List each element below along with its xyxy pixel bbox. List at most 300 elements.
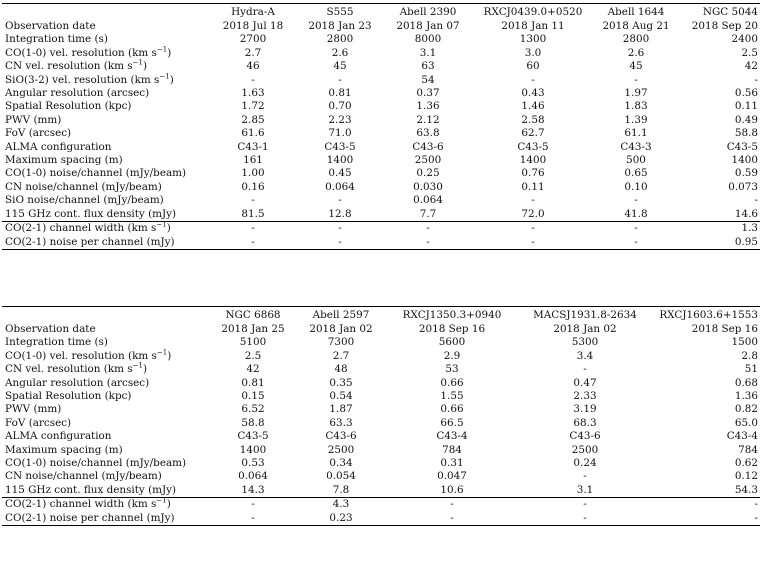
cell-value: 1.63 (241, 87, 265, 100)
row-label (2, 181, 208, 194)
table-row (2, 208, 760, 222)
cell-value: - (754, 194, 758, 207)
table-row (2, 100, 760, 113)
cell-value: 0.047 (437, 470, 467, 483)
cell-value: 14.3 (208, 484, 298, 498)
cell-value: 4.3 (332, 498, 350, 511)
cell-value: 63.3 (329, 416, 353, 429)
cell-value: 62.7 (521, 127, 545, 140)
row-label-text: 115 GHz cont. flux density (mJy) (5, 483, 177, 496)
row-label-text: CN vel. resolution (km s (5, 363, 133, 376)
cell-value: - (251, 194, 255, 207)
row-label (2, 417, 208, 430)
column-header: RXCJ1350.3+0940 (402, 309, 502, 321)
row-label (2, 512, 208, 526)
cell-value: 53 (445, 363, 459, 376)
column-header: Hydra-A (231, 6, 275, 18)
row-label (2, 430, 208, 443)
row-label-text: CO(2-1) noise per channel (mJy) (5, 235, 175, 248)
unit-exponent: −1 (159, 72, 170, 81)
cell-value: 51 (744, 363, 758, 376)
cell-value: C43-3 (620, 140, 652, 153)
row-label (2, 403, 208, 416)
row-label-text: CO(2-1) noise per channel (mJy) (5, 511, 175, 524)
row-label-text: Integration time (s) (5, 33, 108, 46)
cell-value: 1.55 (440, 390, 464, 403)
table-row (2, 167, 760, 180)
cell-value: C43-4 (726, 430, 758, 443)
row-label (2, 60, 208, 73)
cell-value: C43-5 (324, 140, 356, 153)
cell-value: 0.76 (521, 167, 545, 180)
row-label (2, 336, 208, 349)
table-row (2, 444, 760, 457)
table-row (2, 457, 760, 470)
table-row (2, 430, 760, 443)
cell-value: 7.8 (298, 484, 384, 498)
row-label-text: CO(1-0) vel. resolution (km s (5, 349, 157, 362)
observations-table-2 (2, 306, 760, 526)
row-label-text: ALMA configuration (5, 430, 112, 443)
cell-value: 2.5 (741, 46, 758, 59)
cell-value: - (251, 73, 255, 86)
row-label (2, 208, 208, 222)
row-label-text: SiO noise/channel (mJy/beam) (5, 194, 164, 207)
cell-value: 42 (744, 60, 758, 73)
table-row (2, 484, 760, 498)
cell-value: C43-5 (726, 140, 758, 153)
column-header: NGC 5044 (702, 6, 758, 18)
cell-value: 63 (421, 60, 435, 73)
cell-value: 1.72 (241, 100, 265, 113)
cell-value: 58.8 (241, 416, 265, 429)
cell-value: 41.8 (592, 208, 680, 222)
cell-value: 0.43 (521, 87, 545, 100)
cell-value: C43-1 (237, 140, 269, 153)
cell-value: - (583, 498, 587, 511)
cell-value: 61.1 (624, 127, 648, 140)
cell-value: 0.16 (241, 180, 265, 193)
table-row (2, 33, 760, 46)
cell-value: 60 (526, 60, 540, 73)
cell-value: - (384, 512, 520, 526)
unit-close: ) (169, 73, 174, 86)
cell-value: 0.11 (734, 100, 758, 113)
table-row (2, 417, 760, 430)
table-row (2, 350, 760, 363)
row-label-text: Integration time (s) (5, 336, 108, 349)
cell-value: 8000 (414, 33, 442, 46)
cell-value: 0.70 (328, 100, 352, 113)
cell-value: 0.66 (440, 376, 464, 389)
cell-value: 1400 (731, 154, 758, 167)
cell-value: 2.33 (573, 390, 597, 403)
cell-value: 0.064 (325, 180, 355, 193)
row-label (2, 444, 208, 457)
cell-value: 45 (629, 60, 643, 73)
row-label-text: CN vel. resolution (km s (5, 60, 133, 73)
cell-value: 2018 Sep 16 (691, 323, 758, 335)
cell-value: 2400 (731, 33, 758, 46)
row-label-text: Maximum spacing (m) (5, 443, 123, 456)
cell-value: 0.81 (328, 87, 352, 100)
row-label-text: PWV (mm) (5, 113, 62, 126)
cell-value: 48 (334, 363, 348, 376)
cell-value: 2500 (571, 443, 599, 456)
row-label-text: ALMA configuration (5, 140, 112, 153)
unit-exponent: −1 (156, 45, 168, 54)
cell-value: 1.00 (241, 167, 265, 180)
cell-value: 0.65 (624, 167, 648, 180)
cell-value: 1400 (519, 154, 547, 167)
column-header: S555 (326, 6, 354, 18)
cell-value: 65.0 (734, 416, 758, 429)
table-row (2, 114, 760, 127)
row-label-text: 115 GHz cont. flux density (mJy) (5, 207, 177, 220)
cell-value: 14.6 (680, 208, 760, 222)
cell-value: 0.054 (326, 470, 356, 483)
cell-value: - (634, 73, 638, 86)
row-label (2, 222, 208, 236)
row-label (2, 127, 208, 140)
cell-value: - (251, 222, 255, 235)
row-label (2, 20, 208, 33)
cell-value: - (531, 222, 535, 235)
cell-value: - (634, 222, 638, 235)
unit-exponent: −1 (156, 496, 167, 505)
row-label (2, 154, 208, 167)
cell-value: 3.0 (524, 46, 542, 59)
observations-table-1 (2, 3, 760, 250)
cell-value: C43-4 (436, 430, 468, 443)
row-label-text: Observation date (5, 20, 96, 32)
cell-value: 2018 Jan 02 (553, 323, 617, 335)
cell-value: 2018 Jan 07 (396, 20, 460, 32)
column-header: RXCJ0439.0+0520 (483, 6, 583, 18)
cell-value: 2018 Aug 21 (602, 20, 670, 32)
cell-value: 3.1 (419, 46, 437, 59)
cell-value: - (531, 194, 535, 207)
row-label-text: Observation date (5, 323, 96, 335)
row-label (2, 114, 208, 127)
cell-value: 500 (626, 154, 646, 167)
row-label (2, 457, 208, 470)
cell-value: 1300 (519, 33, 547, 46)
cell-value: 46 (246, 60, 260, 73)
row-label-text: CO(2-1) channel width (km s (5, 222, 157, 235)
unit-exponent: −1 (132, 58, 143, 67)
row-label-text: Spatial Resolution (kpc) (5, 100, 132, 113)
cell-value: 3.1 (520, 484, 650, 498)
unit-close: ) (166, 498, 171, 511)
cell-value: - (338, 222, 342, 235)
cell-value: 1.3 (741, 222, 758, 235)
cell-value: 2018 Jul 18 (222, 20, 284, 32)
cell-value: 2.7 (332, 349, 350, 362)
cell-value: - (474, 236, 592, 250)
cell-value: 0.12 (734, 470, 758, 483)
cell-value: 2018 Jan 11 (501, 20, 565, 32)
cell-value: 1.36 (734, 390, 758, 403)
cell-value: - (338, 194, 342, 207)
cell-value: 0.23 (298, 512, 384, 526)
row-label (2, 323, 208, 336)
unit-close: ) (142, 363, 147, 376)
cell-value: 81.5 (208, 208, 298, 222)
cell-value: 2700 (239, 33, 267, 46)
row-label-text: CO(1-0) noise/channel (mJy/beam) (5, 167, 187, 180)
cell-value: C43-5 (517, 140, 549, 153)
table-row (2, 181, 760, 194)
cell-value: 1.36 (416, 100, 440, 113)
cell-value: 5600 (438, 336, 466, 349)
row-label (2, 236, 208, 250)
cell-value: - (592, 236, 680, 250)
cell-value: 66.5 (440, 416, 464, 429)
row-label (2, 484, 208, 498)
row-label (2, 470, 208, 483)
cell-value: 5300 (571, 336, 599, 349)
cell-value: 2.6 (331, 46, 349, 59)
cell-value: 54.3 (650, 484, 760, 498)
cell-value: 2.5 (244, 349, 262, 362)
cell-value: 0.49 (734, 113, 758, 126)
row-label (2, 141, 208, 154)
row-label (2, 390, 208, 403)
cell-value: 2.7 (244, 46, 262, 59)
cell-value: 0.62 (734, 457, 758, 470)
table-row (2, 323, 760, 336)
cell-value: - (583, 470, 587, 483)
cell-value: - (583, 363, 587, 376)
column-header: MACSJ1931.8-2634 (533, 309, 637, 321)
unit-close: ) (166, 222, 171, 235)
table-row (2, 194, 760, 207)
cell-value: 0.82 (734, 403, 758, 416)
row-label (2, 377, 208, 390)
cell-value: 0.56 (734, 87, 758, 100)
cell-value: 1.46 (521, 100, 545, 113)
cell-value: 2800 (326, 33, 354, 46)
cell-value: 2018 Sep 16 (418, 323, 486, 335)
cell-value: 2018 Jan 02 (309, 323, 373, 335)
cell-value: 2.9 (443, 349, 461, 362)
cell-value: - (754, 498, 758, 511)
cell-value: - (450, 498, 454, 511)
cell-value: 161 (243, 154, 263, 167)
table-row (2, 470, 760, 483)
unit-exponent: −1 (132, 361, 143, 370)
cell-value: 5100 (239, 336, 267, 349)
cell-value: 0.35 (329, 376, 353, 389)
cell-value: - (426, 222, 430, 235)
cell-value: 0.24 (573, 457, 597, 470)
cell-value: 68.3 (573, 416, 597, 429)
cell-value: - (520, 512, 650, 526)
cell-value: 7.7 (382, 208, 474, 222)
header-label-cell (2, 4, 208, 21)
cell-value: - (754, 73, 758, 86)
table-row (2, 87, 760, 100)
table-row (2, 222, 760, 236)
cell-value: 45 (333, 60, 347, 73)
cell-value: 58.8 (734, 127, 758, 140)
cell-value: - (338, 73, 342, 86)
row-label (2, 74, 208, 87)
cell-value: 3.4 (576, 349, 594, 362)
row-label-text: FoV (arcsec) (5, 127, 72, 140)
row-label-text: FoV (arcsec) (5, 416, 72, 429)
cell-value: 0.68 (734, 376, 758, 389)
cell-value: 0.25 (416, 167, 440, 180)
row-label-text: Spatial Resolution (kpc) (5, 390, 132, 403)
cell-value: 6.52 (241, 403, 265, 416)
cell-value: - (650, 512, 760, 526)
row-label-text: CO(2-1) channel width (km s (5, 498, 157, 511)
table-row (2, 498, 760, 512)
table-1-body (2, 20, 760, 249)
cell-value: 1.39 (624, 113, 648, 126)
row-label (2, 350, 208, 363)
cell-value: 10.6 (384, 484, 520, 498)
cell-value: - (251, 498, 255, 511)
cell-value: 0.34 (329, 457, 353, 470)
cell-value: - (382, 236, 474, 250)
cell-value: 0.53 (241, 457, 265, 470)
row-label (2, 100, 208, 113)
table-2-body (2, 323, 760, 526)
cell-value: 1400 (326, 154, 354, 167)
table-row (2, 127, 760, 140)
cell-value: 2.12 (416, 113, 440, 126)
cell-value: 0.064 (238, 470, 268, 483)
cell-value: 3.19 (573, 403, 597, 416)
unit-exponent: −1 (156, 348, 168, 357)
row-label-text: CO(1-0) noise/channel (mJy/beam) (5, 457, 187, 470)
table-row (2, 390, 760, 403)
table-1-header-row (2, 4, 760, 21)
row-label (2, 47, 208, 60)
cell-value: C43-5 (237, 430, 269, 443)
table-row (2, 20, 760, 33)
unit-close: ) (167, 46, 172, 59)
unit-close: ) (167, 349, 172, 362)
cell-value: - (208, 512, 298, 526)
cell-value: 0.15 (241, 390, 265, 403)
table-row (2, 74, 760, 87)
table-row (2, 336, 760, 349)
table-row (2, 363, 760, 376)
cell-value: - (208, 236, 298, 250)
cell-value: 784 (442, 443, 462, 456)
table-row (2, 141, 760, 154)
row-label-text: Angular resolution (arcsec) (5, 87, 150, 100)
row-label (2, 363, 208, 376)
cell-value: 1400 (239, 443, 267, 456)
table-row (2, 60, 760, 73)
cell-value: 2500 (327, 443, 355, 456)
cell-value: 42 (246, 363, 260, 376)
cell-value: 0.11 (521, 180, 545, 193)
cell-value: 0.073 (728, 180, 758, 193)
cell-value: C43-6 (325, 430, 357, 443)
cell-value: C43-6 (412, 140, 444, 153)
cell-value: 1.87 (329, 403, 353, 416)
unit-close: ) (142, 60, 147, 73)
cell-value: 2.85 (241, 113, 265, 126)
cell-value: 0.47 (573, 376, 597, 389)
table-row (2, 236, 760, 250)
cell-value: 54 (421, 73, 435, 86)
table-row (2, 154, 760, 167)
table-row (2, 47, 760, 60)
cell-value: 2.8 (741, 349, 758, 362)
cell-value: 784 (738, 443, 758, 456)
cell-value: 0.45 (328, 167, 352, 180)
cell-value: 2018 Jan 23 (308, 20, 372, 32)
cell-value: 12.8 (298, 208, 382, 222)
table-row (2, 512, 760, 526)
row-label (2, 498, 208, 512)
row-label-text: Maximum spacing (m) (5, 154, 123, 167)
cell-value: 0.31 (440, 457, 464, 470)
cell-value: - (634, 194, 638, 207)
cell-value: 0.66 (440, 403, 464, 416)
cell-value: 0.030 (413, 180, 443, 193)
row-label (2, 167, 208, 180)
cell-value: 1.83 (624, 100, 648, 113)
cell-value: 0.064 (413, 194, 443, 207)
cell-value: 71.0 (328, 127, 352, 140)
header-label-cell (2, 307, 208, 324)
row-label-text: Angular resolution (arcsec) (5, 376, 150, 389)
cell-value: 63.8 (416, 127, 440, 140)
cell-value: 1500 (731, 336, 758, 349)
column-header: Abell 1644 (607, 6, 665, 18)
cell-value: 0.37 (416, 87, 440, 100)
row-label-text: CO(1-0) vel. resolution (km s (5, 46, 157, 59)
row-label (2, 87, 208, 100)
row-label (2, 33, 208, 46)
cell-value: C43-6 (569, 430, 601, 443)
cell-value: 72.0 (474, 208, 592, 222)
row-label-text: CN noise/channel (mJy/beam) (5, 470, 162, 483)
cell-value: - (298, 236, 382, 250)
cell-value: 0.59 (734, 167, 758, 180)
table-2-header-row (2, 307, 760, 324)
cell-value: 0.95 (680, 236, 760, 250)
row-label-text: SiO(3-2) vel. resolution (km s (5, 73, 160, 86)
cell-value: - (531, 73, 535, 86)
cell-value: 2.6 (627, 46, 645, 59)
cell-value: 61.6 (241, 127, 265, 140)
cell-value: 7300 (327, 336, 355, 349)
table-row (2, 377, 760, 390)
column-header: RXCJ1603.6+1553 (659, 309, 758, 321)
cell-value: 2800 (622, 33, 650, 46)
cell-value: 0.54 (329, 390, 353, 403)
table-row (2, 403, 760, 416)
cell-value: 0.81 (241, 376, 265, 389)
cell-value: 2018 Jan 25 (221, 323, 285, 335)
unit-exponent: −1 (156, 220, 167, 229)
column-header: NGC 6868 (225, 309, 281, 321)
column-header: Abell 2390 (399, 6, 457, 18)
cell-value: 0.10 (624, 180, 648, 193)
cell-value: 2018 Sep 20 (691, 20, 758, 32)
cell-value: 2.58 (521, 113, 545, 126)
row-label-text: PWV (mm) (5, 403, 62, 416)
